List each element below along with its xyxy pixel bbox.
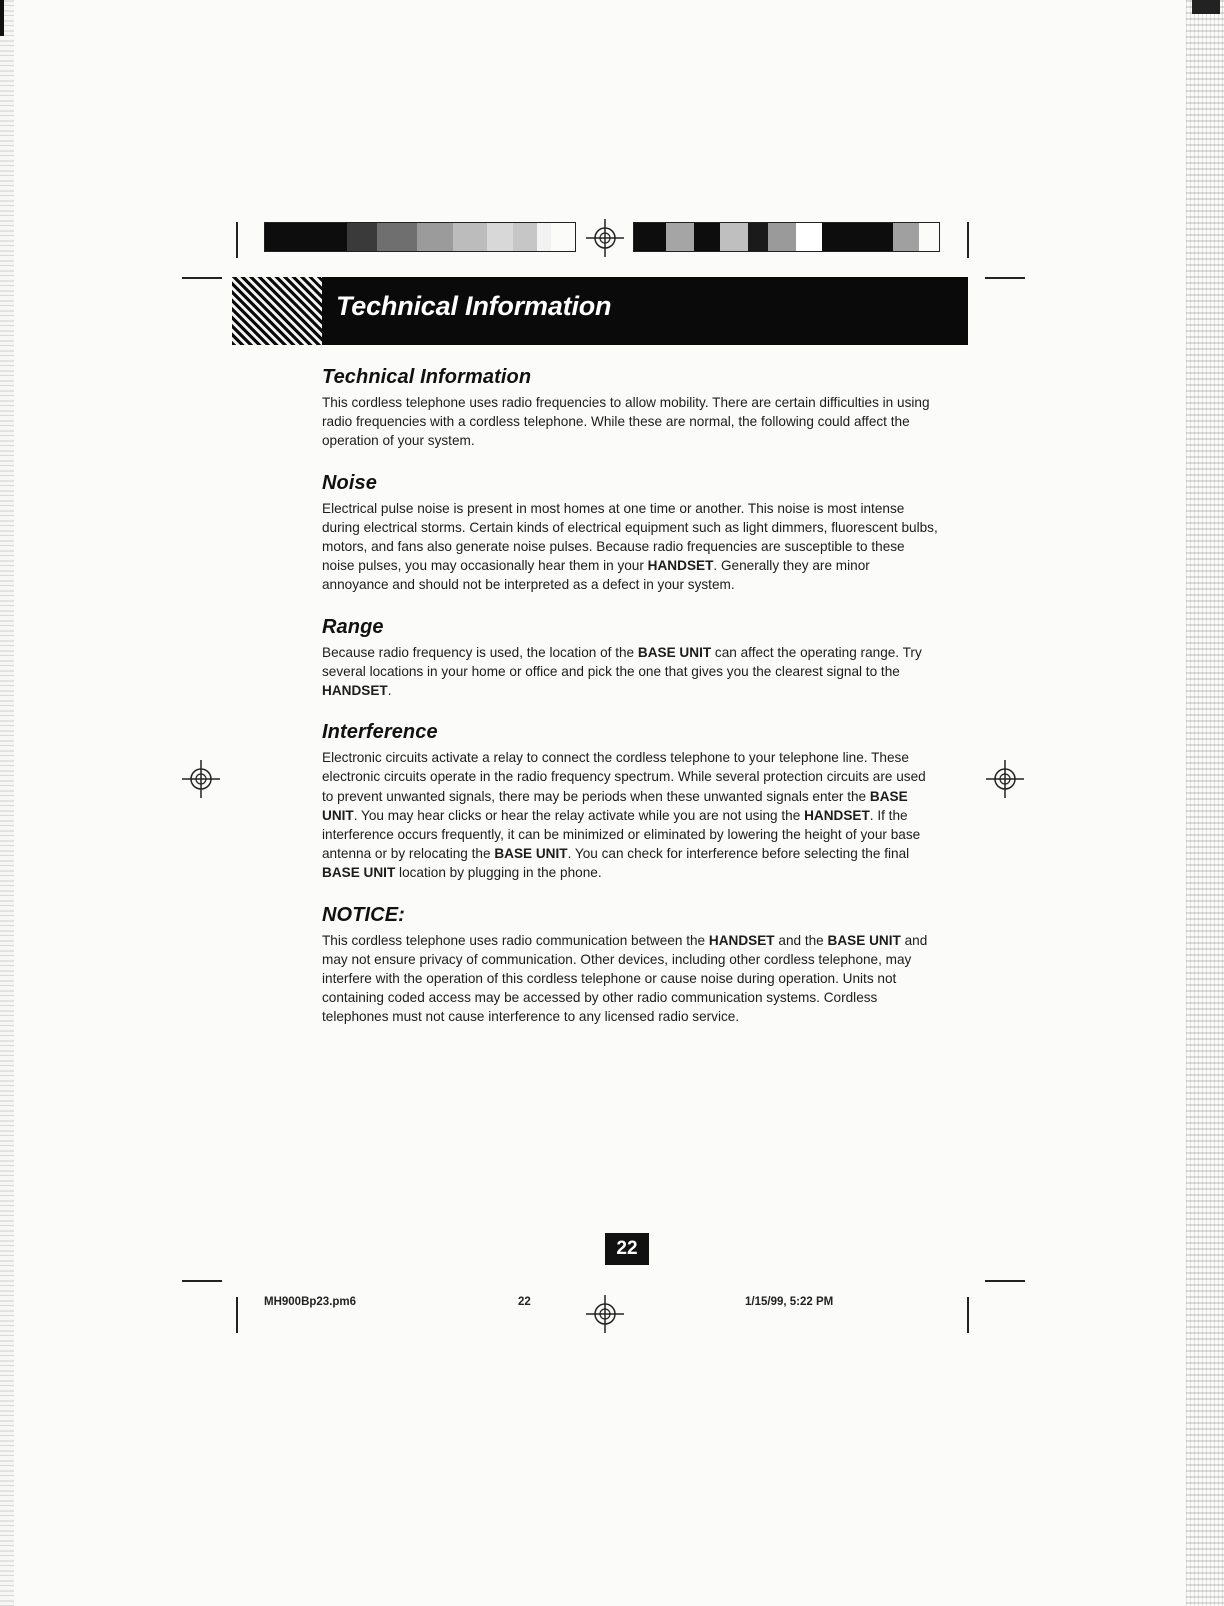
scan-edge-left <box>0 0 14 1606</box>
registration-target-icon <box>182 760 220 798</box>
crop-mark-bottom-left <box>236 1297 238 1333</box>
text-run: This cordless telephone uses radio communication between the <box>322 932 709 948</box>
text-run: . You may hear clicks or hear the relay activate while you are not using the <box>353 807 805 823</box>
crop-mark-left-h <box>182 277 222 279</box>
page-number-badge: 22 <box>605 1233 649 1265</box>
text-run: and the <box>774 932 828 948</box>
text-run: Electronic circuits activate a relay to connect the cordless telephone to your telephone line. These electronic circuits operate in the radio frequency spectrum. While several protection circuits are used to prevent unwanted signals, there may be periods when these unwanted signals enter the <box>322 750 926 804</box>
bold-term: HANDSET <box>708 932 775 948</box>
bold-term: BASE UNIT <box>322 788 908 823</box>
bold-term: BASE UNIT <box>322 865 396 881</box>
crop-mark-bottom-left-h <box>182 1280 222 1282</box>
footer-filename: MH900Bp23.pm6 <box>264 1296 357 1308</box>
text-run: . You can check for interference before selecting the final <box>567 846 910 862</box>
section-paragraph <box>322 931 938 1027</box>
section-paragraph <box>322 499 938 595</box>
footer-page: 22 <box>518 1296 531 1308</box>
section-paragraph <box>322 748 938 882</box>
section-heading: Noise <box>322 471 377 494</box>
registration-target-icon <box>586 1295 624 1333</box>
scan-edge-mark <box>0 0 4 36</box>
text-run: Because radio frequency is used, the location of the <box>322 644 638 660</box>
section-1 <box>322 366 938 451</box>
text-run: . If the interference occurs frequently, it can be minimized or eliminated by lowering the height of your base antenna or by relocating the <box>322 807 921 862</box>
section-4 <box>322 721 938 882</box>
section-heading: NOTICE: <box>322 903 405 926</box>
crop-mark-right-h <box>985 277 1025 279</box>
crop-mark-bottom-right-h <box>985 1280 1025 1282</box>
text-run: can affect the operating range. Try several locations in your home or office and pick the one that gives you the clearest signal to the <box>322 644 922 679</box>
section-2 <box>322 472 938 595</box>
section-heading: Interference <box>322 721 438 744</box>
registration-target-icon <box>586 219 624 257</box>
bold-term: HANDSET <box>647 558 714 574</box>
text-run: location by plugging in the phone. <box>395 865 602 881</box>
section-3 <box>322 616 938 701</box>
section-paragraph <box>322 393 938 451</box>
page-title: Technical Information <box>336 291 612 321</box>
bold-term: BASE UNIT <box>494 846 568 862</box>
text-run: . Generally they are minor annoyance and should not be interpreted as a defect in your system. <box>322 558 870 593</box>
section-5 <box>322 904 938 1027</box>
text-run: This cordless telephone uses radio frequencies to allow mobility. There are certain difficulties in using radio frequencies with a cordless telephone. While these are normal, the following could affect the operation of your system. <box>322 395 930 449</box>
text-run: . <box>387 683 392 699</box>
bold-term: BASE UNIT <box>637 644 712 660</box>
section-heading: Range <box>322 615 384 638</box>
scan-edge-tab <box>1192 0 1220 14</box>
section-heading: Technical Information <box>322 366 532 388</box>
footer-timestamp: 1/15/99, 5:22 PM <box>745 1296 834 1308</box>
section-paragraph <box>322 643 938 701</box>
header-pattern-icon <box>232 277 322 345</box>
text-run: Electrical pulse noise is present in most homes at one time or another. This noise is most intense during electrical storms. Certain kinds of electrical equipment such as light dimmers, fluorescent bulbs, motors, and fans also generate noise pulses. Because radio frequencies are susceptible to these noise pulses, you may occasionally hear them in your <box>322 500 938 574</box>
bold-term: HANDSET <box>804 807 870 823</box>
color-bar-left <box>264 222 576 252</box>
registration-target-icon <box>986 760 1024 798</box>
crop-mark-top-left <box>236 222 238 258</box>
crop-mark-top-right <box>967 222 969 258</box>
text-run: and may not ensure privacy of communication. Other devices, including other cordless telephone, may interfere with the operation of this cordless telephone or cause noise during operation. Units not containing coded access may be accessed by other radio communication systems. Cordless telephones must not cause interference to any licensed radio service. <box>322 932 928 1025</box>
crop-mark-bottom-right <box>967 1297 969 1333</box>
bold-term: HANDSET <box>322 683 388 699</box>
scan-edge-right <box>1186 0 1224 1606</box>
bold-term: BASE UNIT <box>827 932 901 948</box>
color-bar-right <box>633 222 940 252</box>
document-body <box>322 366 938 1048</box>
